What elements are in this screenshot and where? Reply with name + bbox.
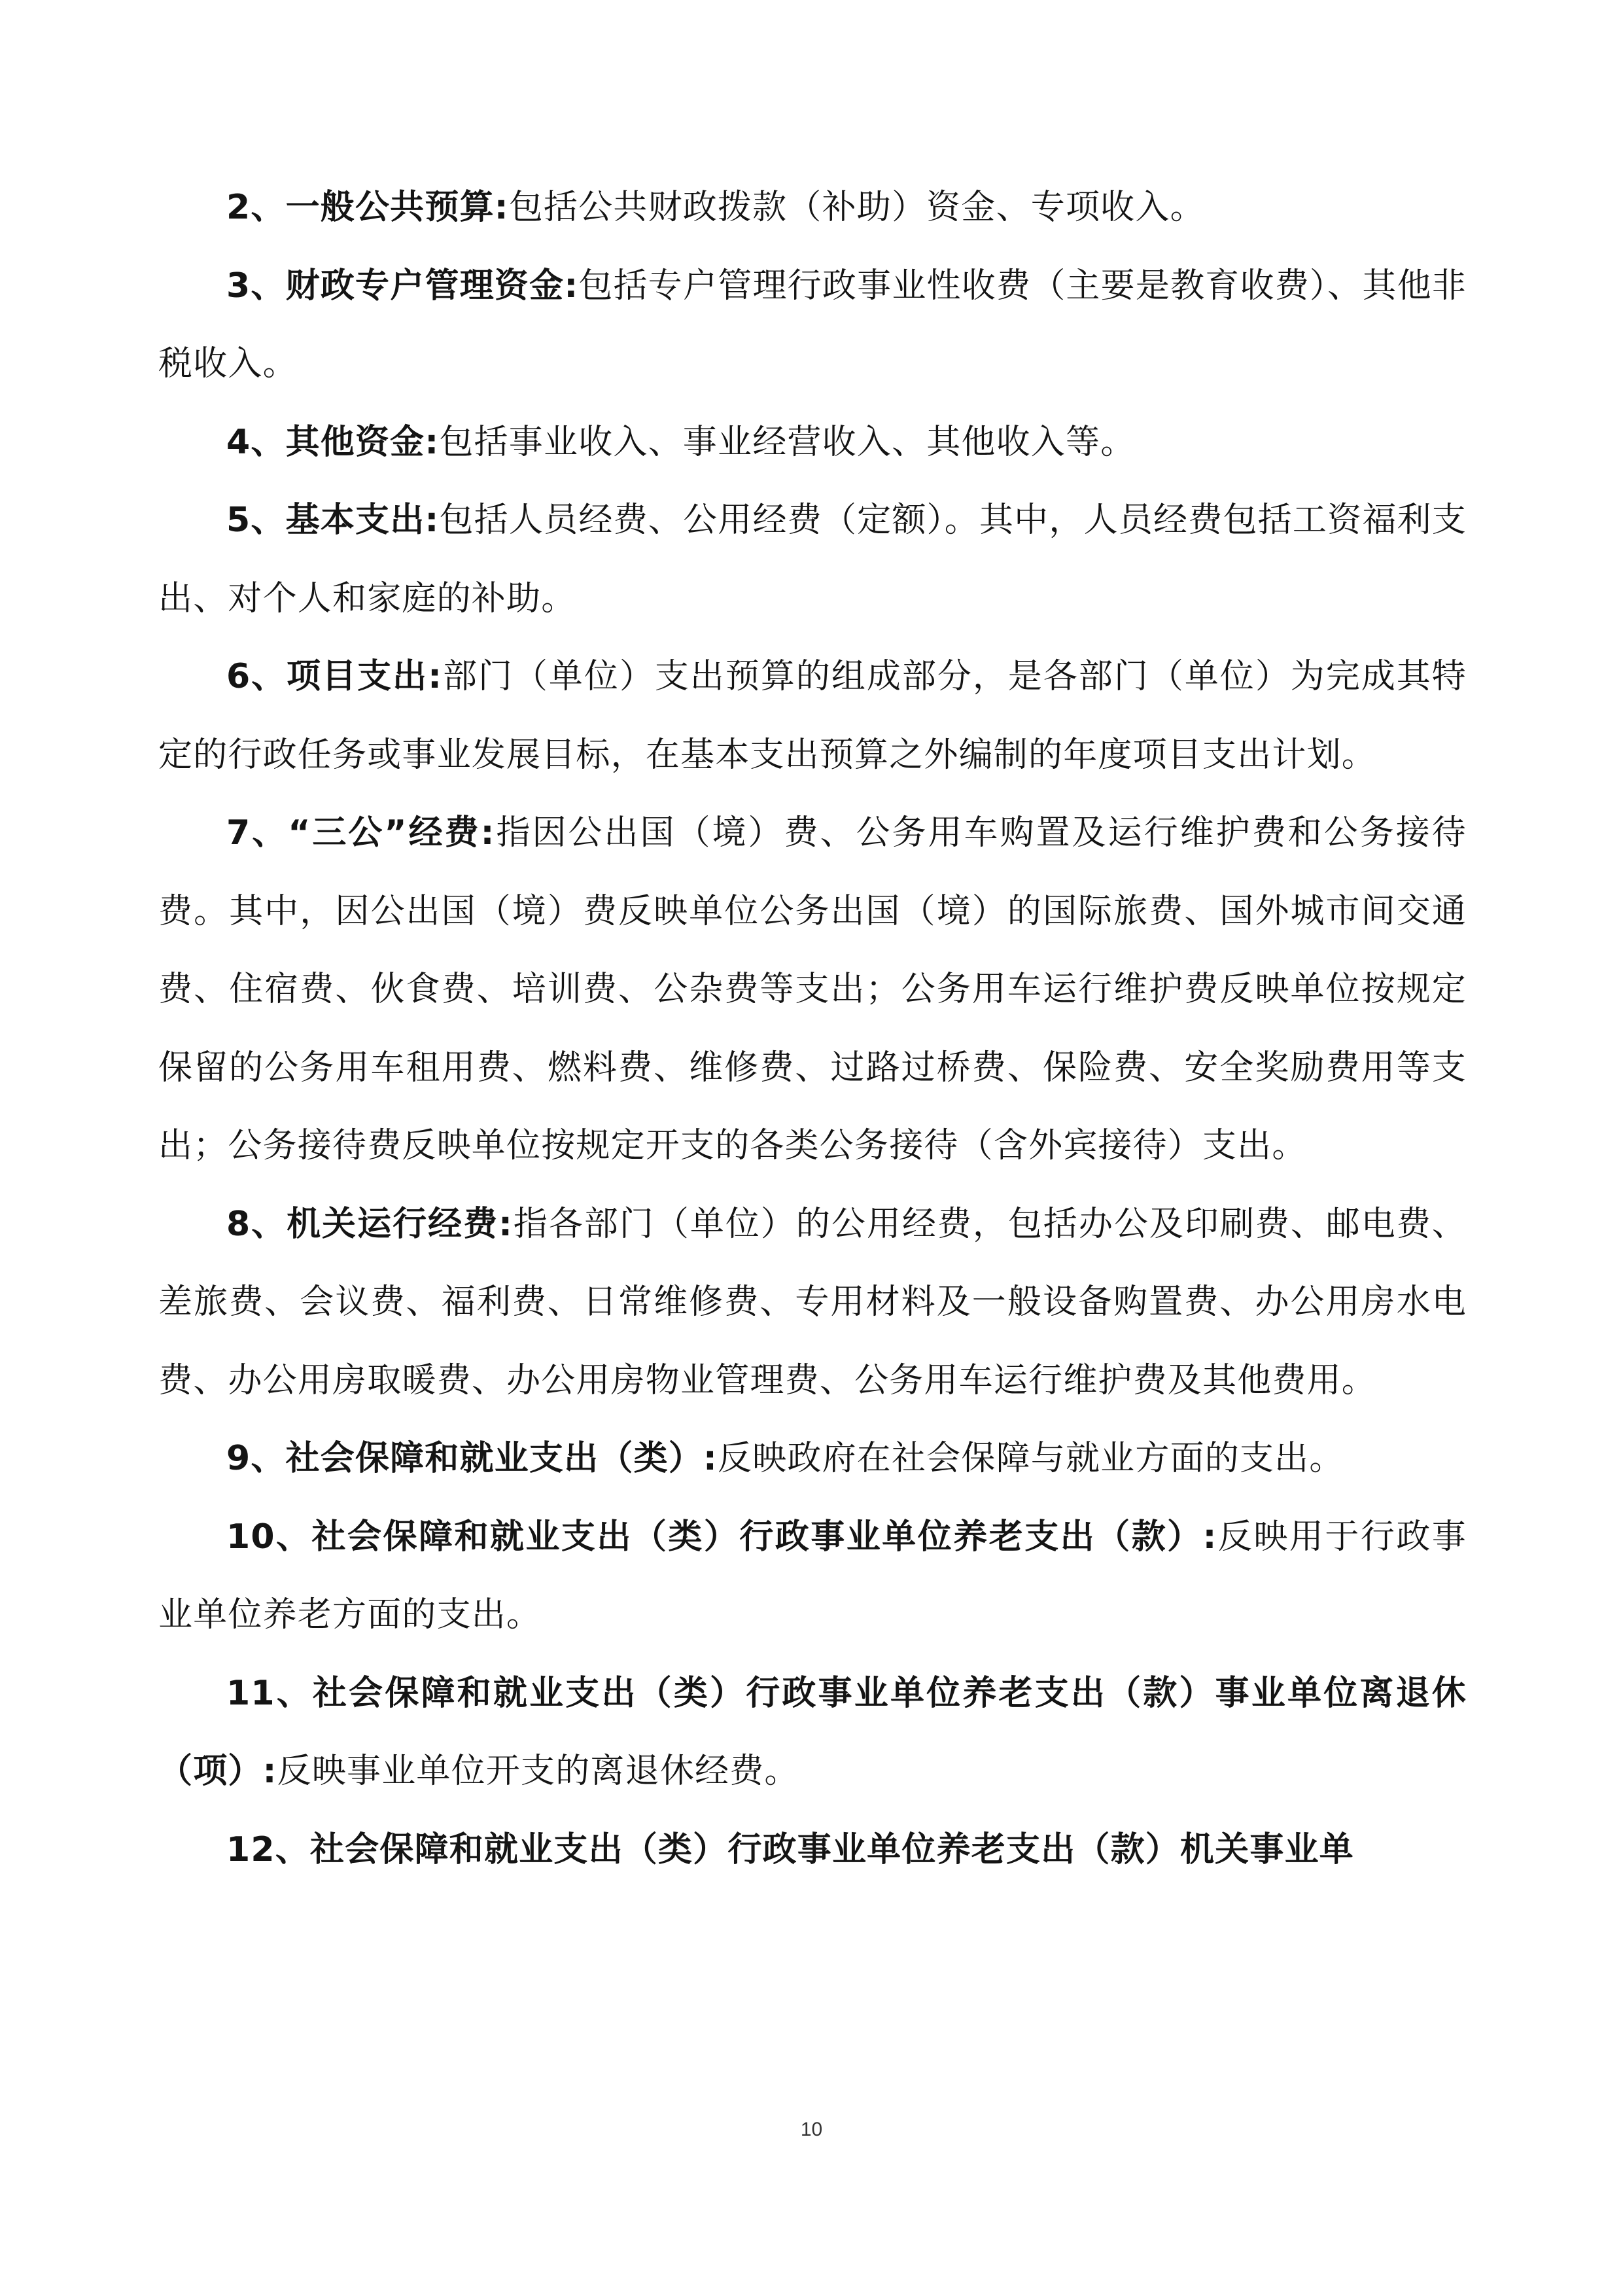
definition-text: 反映事业单位开支的离退休经费。 (277, 1752, 799, 1791)
paragraph-three-public-expenses (158, 794, 1467, 1186)
definition-text: 包括公共财政拨款（补助）资金、专项收入。 (508, 188, 1205, 227)
paragraph-special-account-funds (158, 247, 1467, 404)
term-label: 11、社会保障和就业支出（类）行政事业单位养老支出（款）事业单位离退休（项）: (158, 1673, 1467, 1791)
paragraph-other-funds (158, 404, 1467, 482)
paragraph-agency-unit-subitem (158, 1811, 1467, 1890)
paragraph-social-security-category (158, 1420, 1467, 1498)
paragraph-retirement-subitem (158, 1655, 1467, 1811)
term-label: 12、社会保障和就业支出（类）行政事业单位养老支出（款）机关事业单 (226, 1829, 1354, 1869)
definition-text: 反映用于行政事业单位养老方面的支出。 (158, 1517, 1467, 1634)
definition-text: 包括事业收入、事业经营收入、其他收入等。 (439, 422, 1136, 462)
term-label: 2、一般公共预算: (226, 188, 509, 227)
paragraph-agency-operating-expenses (158, 1186, 1467, 1421)
definition-text: 指各部门（单位）的公用经费，包括办公及印刷费、邮电费、差旅费、会议费、福利费、日常维修费、专用材料及一般设备购置费、办公用房水电费、办公用房取暖费、办公用房物业管理费、公务用车运行维护费及其他费用。 (158, 1204, 1467, 1400)
definition-text: 包括专户管理行政事业性收费（主要是教育收费）、其他非税收入。 (158, 266, 1467, 383)
definition-text: 反映政府在社会保障与就业方面的支出。 (717, 1439, 1344, 1478)
document-body (158, 169, 1467, 1889)
page-number: 10 (800, 2119, 823, 2140)
paragraph-pension-expenditure-item (158, 1498, 1467, 1655)
definition-text: 部门（单位）支出预算的组成部分，是各部门（单位）为完成其特定的行政任务或事业发展目标，在基本支出预算之外编制的年度项目支出计划。 (158, 657, 1467, 775)
term-label: 3、财政专户管理资金: (226, 266, 579, 306)
term-label: 9、社会保障和就业支出（类）: (226, 1439, 718, 1478)
term-label: 7、“三公”经费: (226, 813, 495, 853)
definition-text: 指因公出国（境）费、公务用车购置及运行维护费和公务接待费。其中，因公出国（境）费反映单位公务出国（境）的国际旅费、国外城市间交通费、住宿费、伙食费、培训费、公杂费等支出；公务用车运行维护费反映单位按规定保留的公务用车租用费、燃料费、维修费、过路过桥费、保险费、安全奖励费用等支出；公务接待费反映单位按规定开支的各类公务接待（含外宾接待）支出。 (158, 813, 1467, 1165)
term-label: 4、其他资金: (226, 422, 440, 462)
term-label: 5、基本支出: (226, 501, 440, 540)
term-label: 10、社会保障和就业支出（类）行政事业单位养老支出（款）: (226, 1517, 1217, 1557)
term-label: 8、机关运行经费: (226, 1204, 514, 1244)
term-label: 6、项目支出: (226, 657, 443, 696)
definition-text: 包括人员经费、公用经费（定额）。其中，人员经费包括工资福利支出、对个人和家庭的补助。 (158, 501, 1467, 618)
paragraph-general-public-budget (158, 169, 1467, 247)
paragraph-project-expenditure (158, 638, 1467, 794)
paragraph-basic-expenditure (158, 482, 1467, 638)
